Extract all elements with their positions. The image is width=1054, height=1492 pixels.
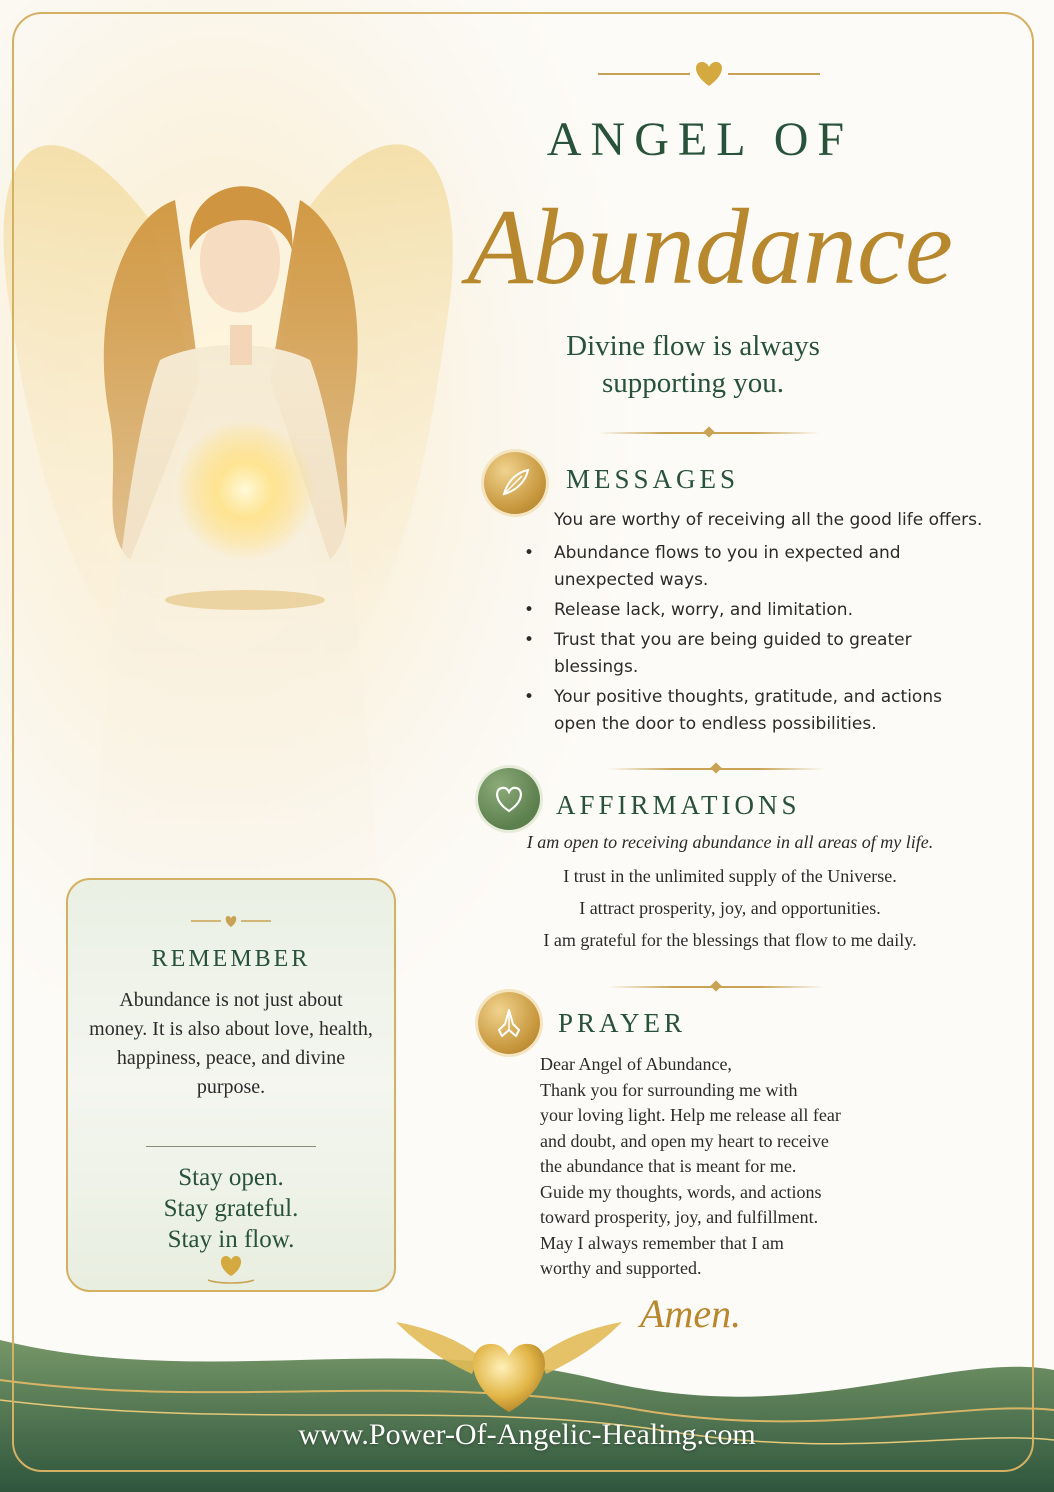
remember-separator <box>146 1146 316 1147</box>
messages-intro: You are worthy of receiving all the good life offers. <box>554 510 983 530</box>
affirmation-item: I am open to receiving abundance in all areas of my life. <box>526 832 934 852</box>
card-heart-ornament <box>206 1250 256 1284</box>
top-heart-ornament <box>598 56 820 92</box>
prayer-closing: Amen. <box>640 1291 742 1336</box>
list-item: • Trust that you are being guided to greater blessings. <box>520 627 980 681</box>
list-item: • Abundance flows to you in expected and unexpected ways. <box>520 540 980 594</box>
angel-illustration <box>0 60 470 900</box>
subtitle <box>500 328 886 402</box>
title-line1: ANGEL OF <box>546 113 854 166</box>
heart-icon <box>478 768 540 830</box>
messages-title: MESSAGES <box>566 464 740 494</box>
divider <box>608 768 824 770</box>
affirmation-item: I am grateful for the blessings that flow to me daily. <box>543 930 917 950</box>
list-item: • Your positive thoughts, gratitude, and actions open the door to endless possibilities. <box>520 684 980 738</box>
winged-heart-icon <box>394 1316 624 1416</box>
subtitle-line2: supporting you. <box>601 367 785 399</box>
stay-line: Stay open. <box>178 1164 284 1191</box>
divider <box>598 432 820 434</box>
prayer-text: Dear Angel of Abundance, Thank you for surrounding me with your loving light. Help me release all fear and doubt, and open my heart to receive the abundance that is meant for me. Guide my thoughts, words, and actions toward prosperity, joy, and fulfillment. May I always remember that I am worthy and supported. <box>540 1054 841 1278</box>
title-line2: Abundance <box>467 188 953 307</box>
stay-line: Stay grateful. <box>163 1195 299 1222</box>
remember-stay <box>68 1162 394 1255</box>
remember-card <box>66 878 396 1292</box>
messages-list <box>520 540 980 741</box>
affirmations-title: AFFIRMATIONS <box>556 790 801 820</box>
affirmation-item: I trust in the unlimited supply of the Universe. <box>563 866 897 886</box>
stay-line: Stay in flow. <box>167 1226 295 1253</box>
feather-icon <box>484 452 546 514</box>
divider <box>608 986 824 988</box>
list-item: • Release lack, worry, and limitation. <box>520 597 980 624</box>
website-link[interactable]: www.Power-Of-Angelic-Healing.com <box>298 1418 756 1451</box>
prayer-title: PRAYER <box>558 1008 687 1038</box>
affirmation-item: I attract prosperity, joy, and opportunities. <box>579 898 881 918</box>
subtitle-line1: Divine flow is always <box>566 330 820 362</box>
remember-body: Abundance is not just about money. It is also about love, health, happiness, peace, and divine purpose. <box>89 989 373 1098</box>
card-top-ornament <box>191 912 271 930</box>
praying-hands-icon <box>478 992 540 1054</box>
remember-title: REMEMBER <box>151 946 311 972</box>
